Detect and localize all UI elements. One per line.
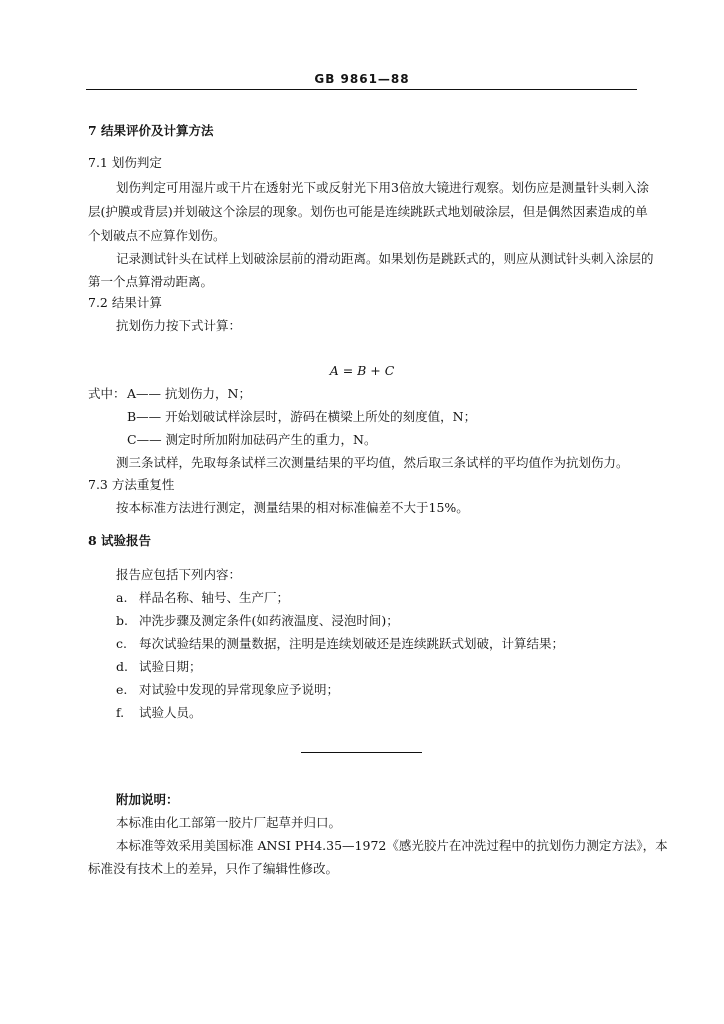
repeatability-text: 按本标准方法进行测定，测量结果的相对标准偏差不大于15%。: [116, 500, 469, 515]
section-7-2-heading: 7.2 结果计算: [88, 295, 162, 310]
measurement-note: 测三条试样，先取每条试样三次测量结果的平均值，然后取三条试样的平均值作为抗划伤力。: [116, 455, 629, 470]
formula-intro: 抗划伤力按下式计算：: [116, 318, 242, 333]
report-item-text: 样品名称、轴号、生产厂；: [139, 590, 290, 605]
variable-a-definition: A—— 抗划伤力，N；: [127, 386, 251, 401]
paragraph-7-1b-line-2: 第一个点算滑动距离。: [88, 274, 214, 289]
variable-b-definition: B—— 开始划破试样涂层时，游码在横梁上所处的刻度值，N；: [127, 409, 477, 424]
section-7-3-heading: 7.3 方法重复性: [88, 477, 175, 492]
section-7-1-heading: 7.1 划伤判定: [88, 155, 162, 170]
section-8-heading: 8 试验报告: [88, 533, 152, 548]
report-item-marker: b.: [116, 613, 128, 628]
paragraph-7-1b-line-1: 记录测试针头在试样上划破涂层前的滑动距离。如果划伤是跳跃式的，则应从测试针头刺入涂层的: [116, 251, 654, 266]
report-item-text: 对试验中发现的异常现象应予说明；: [139, 682, 340, 697]
section-divider: [301, 752, 422, 753]
report-item-marker: a.: [116, 590, 128, 605]
paragraph-7-1-line-1: 划伤判定可用湿片或干片在透射光下或反射光下用3倍放大镜进行观察。划伤应是测量针头刺入涂: [116, 180, 649, 195]
additional-note-2-line-2: 标准没有技术上的差异，只作了编辑性修改。: [88, 861, 339, 876]
additional-note-1: 本标准由化工部第一胶片厂起草并归口。: [116, 815, 342, 830]
paragraph-7-1-line-3: 个划破点不应算作划伤。: [88, 228, 226, 243]
report-intro: 报告应包括下列内容：: [116, 567, 242, 582]
where-label: 式中：: [88, 386, 126, 401]
report-item-marker: c.: [116, 636, 127, 651]
report-item-marker: d.: [116, 659, 128, 674]
paragraph-7-1-line-2: 层(护膜或背层)并划破这个涂层的现象。划伤也可能是连续跳跃式地划破涂层，但是偶然因素造成的单: [88, 204, 648, 219]
section-7-heading: 7 结果评价及计算方法: [88, 123, 214, 138]
report-item-text: 冲洗步骤及测定条件(如药液温度、浸泡时间)；: [139, 613, 399, 628]
report-item-text: 每次试验结果的测量数据，注明是连续划破还是连续跳跃式划破，计算结果；: [139, 636, 565, 651]
report-item-text: 试验人员。: [139, 705, 202, 720]
formula: A = B + C: [329, 363, 395, 378]
report-item-marker: e.: [116, 682, 128, 697]
additional-note-2-line-1: 本标准等效采用美国标准 ANSI PH4.35—1972《感光胶片在冲洗过程中的抗划伤力测定方法》，本: [116, 838, 668, 853]
standard-code-header: GB 9861—88: [314, 72, 410, 86]
report-item-marker: f.: [116, 705, 125, 720]
additional-notes-heading: 附加说明：: [116, 792, 179, 807]
header-rule: [86, 89, 637, 90]
report-item-text: 试验日期；: [139, 659, 202, 674]
variable-c-definition: C—— 测定时所加附加砝码产生的重力，N。: [127, 432, 377, 447]
